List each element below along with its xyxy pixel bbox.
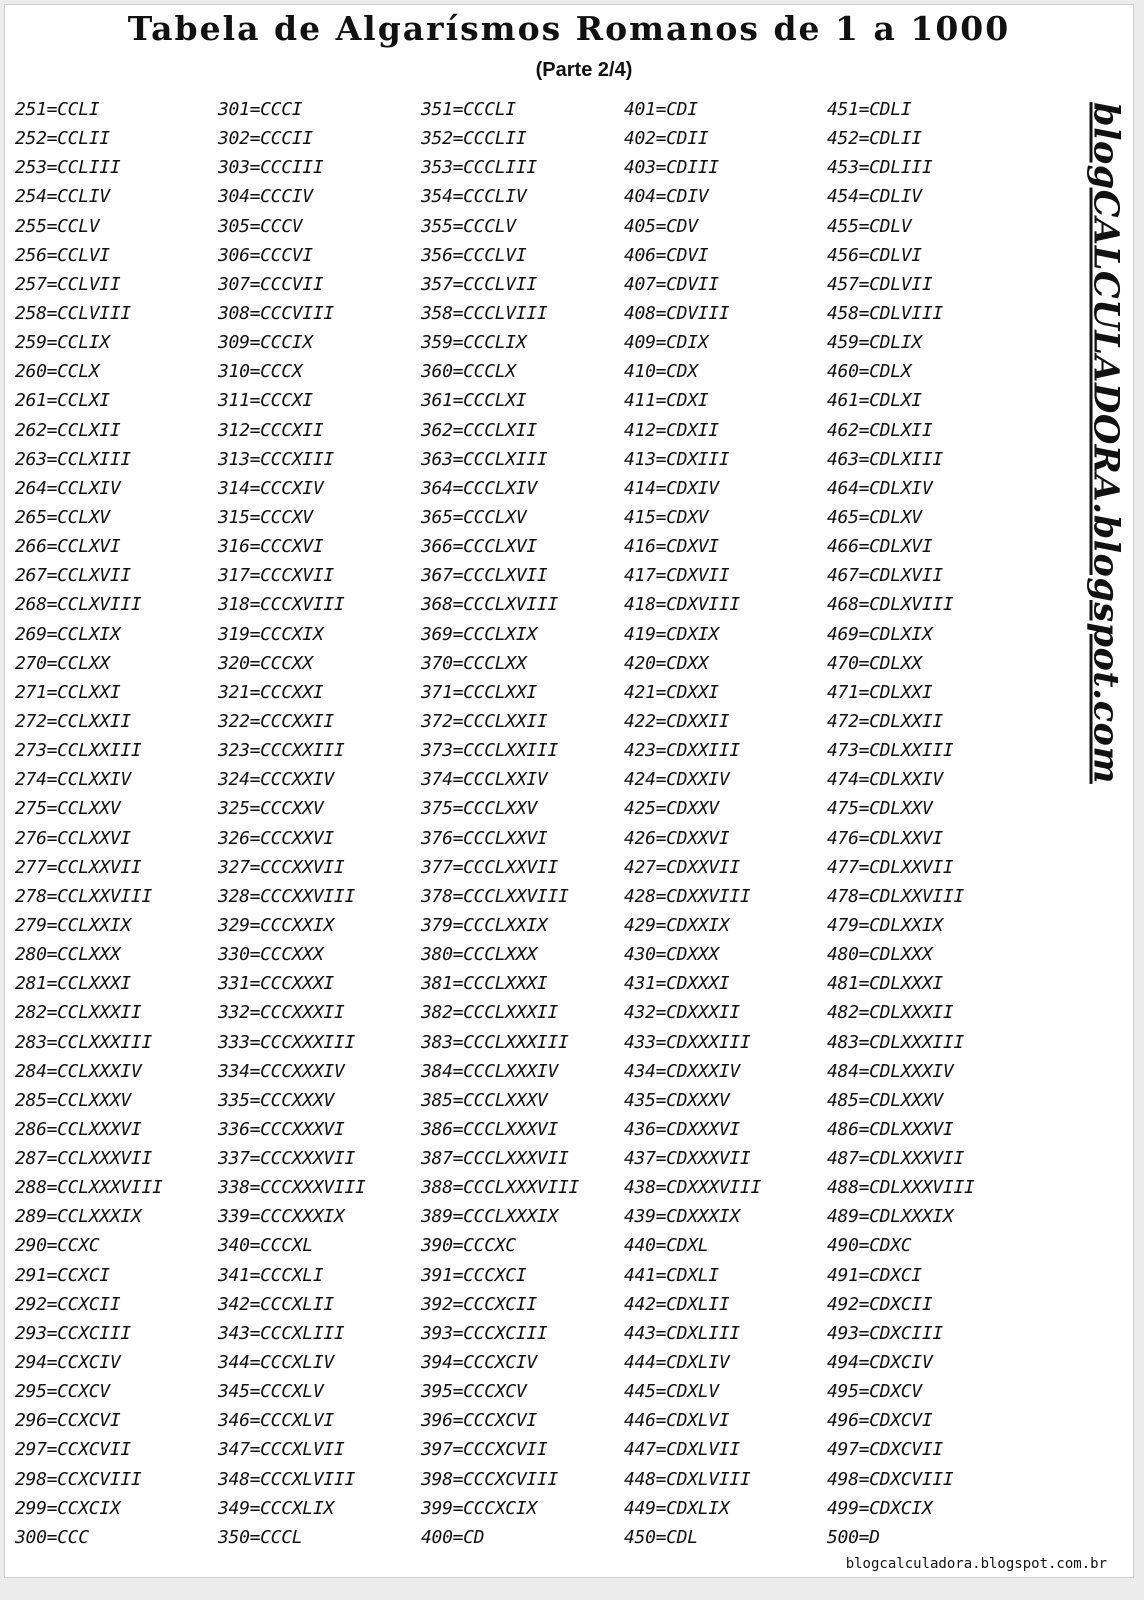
numeral-entry: 478=CDLXXVIII [827, 885, 964, 907]
numeral-entry: 483=CDLXXXIII [827, 1031, 964, 1053]
numeral-entry: 379=CCCLXXIX [421, 914, 548, 936]
numeral-entry: 497=CDXCVII [827, 1439, 943, 1461]
numeral-entry: 341=CCCXLI [218, 1264, 324, 1286]
numeral-entry: 390=CCCXC [421, 1235, 516, 1257]
footer-url: blogcalculadora.blogspot.com.br [845, 1556, 1107, 1572]
numeral-entry: 440=CDXL [624, 1235, 709, 1257]
numeral-entry: 298=CCXCVIII [15, 1468, 142, 1490]
numeral-entry: 262=CCLXII [15, 419, 121, 441]
numeral-entry: 332=CCCXXXII [218, 1002, 345, 1024]
numeral-entry: 295=CCXCV [15, 1381, 110, 1403]
numeral-entry: 378=CCCLXXVIII [421, 885, 569, 907]
numeral-entry: 398=CCCXCVIII [421, 1468, 558, 1490]
numeral-entry: 492=CDXCII [827, 1293, 933, 1315]
numeral-entry: 449=CDXLIX [624, 1497, 730, 1519]
numeral-entry: 315=CCCXV [218, 506, 313, 528]
numeral-entry: 473=CDLXXIII [827, 740, 954, 762]
numeral-entry: 316=CCCXVI [218, 536, 324, 558]
numeral-entry: 468=CDLXVIII [827, 594, 954, 616]
numeral-entry: 480=CDLXXX [827, 944, 933, 966]
numeral-entry: 429=CDXXIX [624, 914, 730, 936]
numeral-entry: 260=CCLX [15, 361, 100, 383]
numeral-entry: 443=CDXLIII [624, 1322, 740, 1344]
numeral-entry: 299=CCXCIX [15, 1497, 121, 1519]
numeral-entry: 304=CCCIV [218, 186, 313, 208]
numeral-entry: 323=CCCXXIII [218, 740, 345, 762]
numeral-entry: 439=CDXXXIX [624, 1206, 740, 1228]
numeral-entry: 258=CCLVIII [15, 302, 131, 324]
numeral-entry: 289=CCLXXXIX [15, 1206, 142, 1228]
numeral-entry: 278=CCLXXVIII [15, 885, 152, 907]
numeral-entry: 401=CDI [624, 99, 698, 120]
numeral-entry: 358=CCCLVIII [421, 302, 548, 324]
numeral-entry: 435=CDXXXV [624, 1089, 730, 1111]
numeral-entry: 453=CDLIII [827, 157, 933, 179]
numeral-entry: 308=CCCVIII [218, 302, 334, 324]
numeral-entry: 459=CDLIX [827, 332, 922, 354]
numeral-entry: 456=CDLVI [827, 244, 922, 266]
numeral-entry: 356=CCCLVI [421, 244, 527, 266]
numeral-entry: 307=CCCVII [218, 273, 324, 295]
numeral-entry: 301=CCCI [218, 99, 303, 120]
numeral-entry: 288=CCLXXXVIII [15, 1177, 163, 1199]
numeral-entry: 470=CDLXX [827, 652, 922, 674]
numeral-entry: 374=CCCLXXIV [421, 769, 548, 791]
numeral-entry: 353=CCCLIII [421, 157, 537, 179]
numeral-entry: 347=CCCXLVII [218, 1439, 345, 1461]
numeral-entry: 311=CCCXI [218, 390, 313, 412]
numeral-entry: 348=CCCXLVIII [218, 1468, 355, 1490]
numeral-entry: 434=CDXXXIV [624, 1060, 740, 1082]
numeral-entry: 416=CDXVI [624, 536, 719, 558]
numeral-entry: 462=CDLXII [827, 419, 933, 441]
numeral-entry: 419=CDXIX [624, 623, 719, 645]
numeral-entry: 251=CCLI [15, 99, 100, 120]
numeral-entry: 432=CDXXXII [624, 1002, 740, 1024]
numeral-entry: 396=CCCXCVI [421, 1410, 537, 1432]
numeral-entry: 394=CCCXCIV [421, 1352, 537, 1374]
numeral-entry: 393=CCCXCIII [421, 1322, 548, 1344]
numeral-entry: 426=CDXXVI [624, 827, 730, 849]
numeral-entry: 479=CDLXXIX [827, 914, 943, 936]
numeral-entry: 370=CCCLXX [421, 652, 527, 674]
numeral-entry: 491=CDXCI [827, 1264, 922, 1286]
numeral-entry: 496=CDXCVI [827, 1410, 933, 1432]
numeral-entry: 431=CDXXXI [624, 973, 730, 995]
numeral-entry: 265=CCLXV [15, 506, 110, 528]
numeral-entry: 461=CDLXI [827, 390, 922, 412]
numeral-entry: 424=CDXXIV [624, 769, 730, 791]
numeral-entry: 409=CDIX [624, 332, 709, 354]
numeral-entry: 418=CDXVIII [624, 594, 740, 616]
numeral-entry: 293=CCXCIII [15, 1322, 131, 1344]
numeral-entry: 319=CCCXIX [218, 623, 324, 645]
numeral-entry: 385=CCCLXXXV [421, 1089, 548, 1111]
numeral-entry: 375=CCCLXXV [421, 798, 537, 820]
numeral-entry: 402=CDII [624, 128, 709, 150]
numeral-entry: 448=CDXLVIII [624, 1468, 751, 1490]
numeral-entry: 410=CDX [624, 361, 698, 383]
numeral-entry: 406=CDVI [624, 244, 709, 266]
numeral-entry: 436=CDXXXVI [624, 1118, 740, 1140]
numeral-entry: 256=CCLVI [15, 244, 110, 266]
numeral-entry: 407=CDVII [624, 273, 719, 295]
numeral-entry: 346=CCCXLVI [218, 1410, 334, 1432]
numeral-entry: 349=CCCXLIX [218, 1497, 334, 1519]
numeral-entry: 343=CCCXLIII [218, 1322, 345, 1344]
numeral-entry: 415=CDXV [624, 506, 709, 528]
numeral-entry: 273=CCLXXIII [15, 740, 142, 762]
numeral-entry: 428=CDXXVIII [624, 885, 751, 907]
numeral-entry: 494=CDXCIV [827, 1352, 933, 1374]
numeral-entry: 279=CCLXXIX [15, 914, 131, 936]
numeral-entry: 277=CCLXXVII [15, 856, 142, 878]
numeral-entry: 310=CCCX [218, 361, 303, 383]
numeral-entry: 397=CCCXCVII [421, 1439, 548, 1461]
numeral-entry: 487=CDLXXXVII [827, 1148, 964, 1170]
numeral-entry: 454=CDLIV [827, 186, 922, 208]
numeral-entry: 339=CCCXXXIX [218, 1206, 345, 1228]
numeral-entry: 327=CCCXXVII [218, 856, 345, 878]
numeral-entry: 490=CDXC [827, 1235, 912, 1257]
numeral-entry: 269=CCLXIX [15, 623, 121, 645]
numeral-entry: 363=CCCLXIII [421, 448, 548, 470]
numeral-entry: 381=CCCLXXXI [421, 973, 548, 995]
numeral-entry: 342=CCCXLII [218, 1293, 334, 1315]
numeral-entry: 395=CCCXCV [421, 1381, 527, 1403]
numeral-entry: 322=CCCXXII [218, 710, 334, 732]
numeral-entry: 460=CDLX [827, 361, 912, 383]
numeral-entry: 324=CCCXXIV [218, 769, 334, 791]
numeral-entry: 408=CDVIII [624, 302, 730, 324]
numeral-entry: 331=CCCXXXI [218, 973, 334, 995]
numeral-entry: 465=CDLXV [827, 506, 922, 528]
numeral-entry: 365=CCCLXV [421, 506, 527, 528]
numeral-entry: 314=CCCXIV [218, 477, 324, 499]
numeral-entry: 325=CCCXXV [218, 798, 324, 820]
numeral-entry: 467=CDLXVII [827, 565, 943, 587]
numeral-entry: 451=CDLI [827, 99, 912, 120]
numeral-entry: 355=CCCLV [421, 215, 516, 237]
numeral-entry: 489=CDLXXXIX [827, 1206, 954, 1228]
numeral-entry: 423=CDXXIII [624, 740, 740, 762]
numeral-entry: 268=CCLXVIII [15, 594, 142, 616]
numeral-entry: 382=CCCLXXXII [421, 1002, 558, 1024]
numeral-entry: 372=CCCLXXII [421, 710, 548, 732]
numeral-entry: 475=CDLXXV [827, 798, 933, 820]
numeral-entry: 282=CCLXXXII [15, 1002, 142, 1024]
numeral-entry: 427=CDXXVII [624, 856, 740, 878]
numeral-entry: 384=CCCLXXXIV [421, 1060, 558, 1082]
page-subtitle: (Parte 2/4) [535, 59, 633, 81]
numeral-entry: 457=CDLVII [827, 273, 933, 295]
numeral-entry: 414=CDXIV [624, 477, 719, 499]
numeral-entry: 286=CCLXXXVI [15, 1118, 142, 1140]
numeral-entry: 482=CDLXXXII [827, 1002, 954, 1024]
numeral-entry: 336=CCCXXXVI [218, 1118, 345, 1140]
numeral-entry: 371=CCCLXXI [421, 681, 537, 703]
numeral-entry: 376=CCCLXXVI [421, 827, 548, 849]
numeral-entry: 313=CCCXIII [218, 448, 334, 470]
numeral-entry: 257=CCLVII [15, 273, 121, 295]
numeral-entry: 305=CCCV [218, 215, 303, 237]
numeral-entry: 255=CCLV [15, 215, 100, 237]
numeral-entry: 253=CCLIII [15, 157, 121, 179]
numeral-entry: 458=CDLVIII [827, 302, 943, 324]
numeral-entry: 455=CDLV [827, 215, 912, 237]
numeral-entry: 433=CDXXXIII [624, 1031, 751, 1053]
numeral-entry: 333=CCCXXXIII [218, 1031, 355, 1053]
numeral-entry: 284=CCLXXXIV [15, 1060, 142, 1082]
numeral-entry: 488=CDLXXXVIII [827, 1177, 975, 1199]
numeral-entry: 421=CDXXI [624, 681, 719, 703]
numeral-entry: 405=CDV [624, 215, 698, 237]
numeral-entry: 362=CCCLXII [421, 419, 537, 441]
numeral-entry: 444=CDXLIV [624, 1352, 730, 1374]
numeral-entry: 263=CCLXIII [15, 448, 131, 470]
numeral-entry: 274=CCLXXIV [15, 769, 131, 791]
numeral-entry: 446=CDXLVI [624, 1410, 730, 1432]
numeral-entry: 328=CCCXXVIII [218, 885, 355, 907]
numeral-entry: 357=CCCLVII [421, 273, 537, 295]
numeral-entry: 404=CDIV [624, 186, 709, 208]
numeral-entry: 318=CCCXVIII [218, 594, 345, 616]
numeral-entry: 350=CCCL [218, 1526, 303, 1548]
numeral-entry: 297=CCXCVII [15, 1439, 131, 1461]
numeral-entry: 442=CDXLII [624, 1293, 730, 1315]
numeral-entry: 281=CCLXXXI [15, 973, 131, 995]
numeral-entry: 261=CCLXI [15, 390, 110, 412]
numeral-entry: 441=CDXLI [624, 1264, 719, 1286]
numeral-entry: 499=CDXCIX [827, 1497, 933, 1519]
numeral-entry: 391=CCCXCI [421, 1264, 527, 1286]
numeral-entry: 413=CDXIII [624, 448, 730, 470]
numeral-entry: 422=CDXXII [624, 710, 730, 732]
numeral-entry: 500=D [827, 1526, 880, 1548]
numeral-entry: 287=CCLXXXVII [15, 1148, 152, 1170]
numeral-entry: 412=CDXII [624, 419, 719, 441]
numeral-entry: 420=CDXX [624, 652, 709, 674]
numeral-entry: 320=CCCXX [218, 652, 313, 674]
numeral-entry: 252=CCLII [15, 128, 110, 150]
numeral-entry: 267=CCLXVII [15, 565, 131, 587]
numeral-entry: 291=CCXCI [15, 1264, 110, 1286]
numeral-entry: 290=CCXC [15, 1235, 100, 1257]
numeral-entry: 380=CCCLXXX [421, 944, 537, 966]
numeral-entry: 387=CCCLXXXVII [421, 1148, 569, 1170]
table-column [15, 95, 218, 1552]
numeral-entry: 317=CCCXVII [218, 565, 334, 587]
numeral-entry: 386=CCCLXXXVI [421, 1118, 558, 1140]
numeral-entry: 270=CCLXX [15, 652, 110, 674]
document-page [4, 4, 1134, 1578]
numeral-entry: 259=CCLIX [15, 332, 110, 354]
numeral-entry: 330=CCCXXX [218, 944, 324, 966]
numeral-entry: 417=CDXVII [624, 565, 730, 587]
numeral-entry: 352=CCCLII [421, 128, 527, 150]
numeral-entry: 411=CDXI [624, 390, 709, 412]
numeral-entry: 344=CCCXLIV [218, 1352, 334, 1374]
numeral-entry: 329=CCCXXIX [218, 914, 334, 936]
numeral-entry: 280=CCLXXX [15, 944, 121, 966]
numeral-entry: 481=CDLXXXI [827, 973, 943, 995]
numeral-entry: 312=CCCXII [218, 419, 324, 441]
numeral-entry: 321=CCCXXI [218, 681, 324, 703]
numeral-entry: 303=CCCIII [218, 157, 324, 179]
table-column [218, 95, 421, 1552]
numeral-entry: 437=CDXXXVII [624, 1148, 751, 1170]
numeral-entry: 309=CCCIX [218, 332, 313, 354]
table-column [421, 95, 624, 1552]
numeral-entry: 364=CCCLXIV [421, 477, 537, 499]
numeral-entry: 469=CDLXIX [827, 623, 933, 645]
numeral-entry: 493=CDXCIII [827, 1322, 943, 1344]
numeral-entry: 302=CCCII [218, 128, 313, 150]
numeral-entry: 477=CDLXXVII [827, 856, 954, 878]
numeral-entry: 484=CDLXXXIV [827, 1060, 954, 1082]
numeral-entry: 337=CCCXXXVII [218, 1148, 355, 1170]
numeral-entry: 345=CCCXLV [218, 1381, 324, 1403]
numeral-entry: 296=CCXCVI [15, 1410, 121, 1432]
numeral-entry: 369=CCCLXIX [421, 623, 537, 645]
numeral-entry: 400=CD [421, 1526, 485, 1548]
numeral-entry: 425=CDXXV [624, 798, 719, 820]
numeral-entry: 361=CCCLXI [421, 390, 527, 412]
numeral-entry: 377=CCCLXXVII [421, 856, 558, 878]
numeral-entry: 368=CCCLXVIII [421, 594, 558, 616]
numeral-entry: 294=CCXCIV [15, 1352, 121, 1374]
numeral-entry: 373=CCCLXXIII [421, 740, 558, 762]
roman-numerals-table [15, 95, 1030, 1552]
numeral-entry: 389=CCCLXXXIX [421, 1206, 558, 1228]
numeral-entry: 471=CDLXXI [827, 681, 933, 703]
numeral-entry: 285=CCLXXXV [15, 1089, 131, 1111]
numeral-entry: 366=CCCLXVI [421, 536, 537, 558]
numeral-entry: 430=CDXXX [624, 944, 719, 966]
numeral-entry: 264=CCLXIV [15, 477, 121, 499]
numeral-entry: 275=CCLXXV [15, 798, 121, 820]
numeral-entry: 388=CCCLXXXVIII [421, 1177, 580, 1199]
numeral-entry: 486=CDLXXXVI [827, 1118, 954, 1140]
numeral-entry: 276=CCLXXVI [15, 827, 131, 849]
table-column [827, 95, 1030, 1552]
numeral-entry: 450=CDL [624, 1526, 698, 1548]
numeral-entry: 392=CCCXCII [421, 1293, 537, 1315]
numeral-entry: 485=CDLXXXV [827, 1089, 943, 1111]
numeral-entry: 452=CDLII [827, 128, 922, 150]
numeral-entry: 335=CCCXXXV [218, 1089, 334, 1111]
numeral-entry: 306=CCCVI [218, 244, 313, 266]
numeral-entry: 354=CCCLIV [421, 186, 527, 208]
numeral-entry: 359=CCCLIX [421, 332, 527, 354]
numeral-entry: 463=CDLXIII [827, 448, 943, 470]
numeral-entry: 403=CDIII [624, 157, 719, 179]
numeral-entry: 472=CDLXXII [827, 710, 943, 732]
numeral-entry: 351=CCCLI [421, 99, 516, 120]
numeral-entry: 498=CDXCVIII [827, 1468, 954, 1490]
numeral-entry: 495=CDXCV [827, 1381, 922, 1403]
page-title: Tabela de Algarísmos Romanos de 1 a 1000 [127, 9, 1011, 48]
numeral-entry: 340=CCCXL [218, 1235, 313, 1257]
numeral-entry: 445=CDXLV [624, 1381, 719, 1403]
numeral-entry: 367=CCCLXVII [421, 565, 548, 587]
numeral-entry: 338=CCCXXXVIII [218, 1177, 366, 1199]
numeral-entry: 360=CCCLX [421, 361, 516, 383]
numeral-entry: 254=CCLIV [15, 186, 110, 208]
numeral-entry: 399=CCCXCIX [421, 1497, 537, 1519]
numeral-entry: 447=CDXLVII [624, 1439, 740, 1461]
numeral-entry: 326=CCCXXVI [218, 827, 334, 849]
numeral-entry: 283=CCLXXXIII [15, 1031, 152, 1053]
numeral-entry: 383=CCCLXXXIII [421, 1031, 569, 1053]
numeral-entry: 438=CDXXXVIII [624, 1177, 761, 1199]
blog-watermark: blogCALCULADORA.blogspot.com [1085, 102, 1127, 784]
numeral-entry: 466=CDLXVI [827, 536, 933, 558]
numeral-entry: 300=CCC [15, 1526, 89, 1548]
numeral-entry: 292=CCXCII [15, 1293, 121, 1315]
numeral-entry: 334=CCCXXXIV [218, 1060, 345, 1082]
numeral-entry: 266=CCLXVI [15, 536, 121, 558]
numeral-entry: 476=CDLXXVI [827, 827, 943, 849]
numeral-entry: 464=CDLXIV [827, 477, 933, 499]
numeral-entry: 272=CCLXXII [15, 710, 131, 732]
numeral-entry: 474=CDLXXIV [827, 769, 943, 791]
table-column [624, 95, 827, 1552]
numeral-entry: 271=CCLXXI [15, 681, 121, 703]
